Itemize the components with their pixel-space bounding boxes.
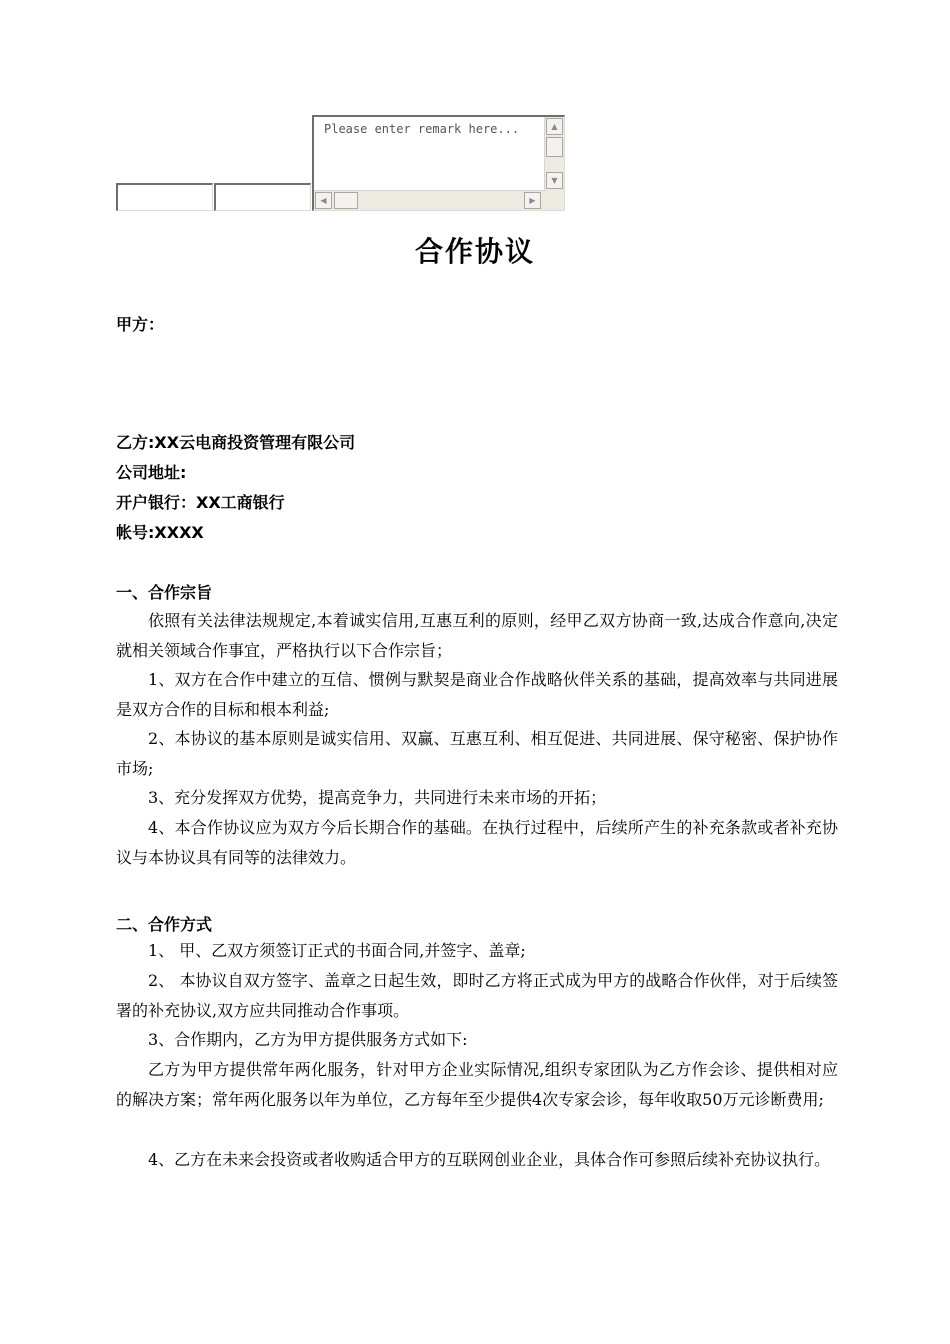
account-number: 帐号:XXXX <box>116 523 204 542</box>
section1-paragraph: 依照有关法律法规规定,本着诚实信用,互惠互利的原则，经甲乙双方协商一致,达成合作意向,决定就相关领域合作事宜，严格执行以下合作宗旨； <box>116 611 838 660</box>
horizontal-scrollbar[interactable] <box>314 190 546 210</box>
section1-paragraph: 3、充分发挥双方优势，提高竞争力，共同进行未来市场的开拓； <box>148 788 607 807</box>
section1-paragraph: 1、双方在合作中建立的互信、惯例与默契是商业合作战略伙伴关系的基础，提高效率与共同进展是双方合作的目标和根本利益; <box>116 670 838 719</box>
section1-paragraph: 2、本协议的基本原则是诚实信用、双赢、互惠互利、相互促进、共同进展、保守秘密、保护协作市场; <box>116 729 838 778</box>
section2-paragraph: 1、 甲、乙双方须签订正式的书面合同,并签字、盖章; <box>148 941 526 960</box>
section2-paragraph: 乙方为甲方提供常年两化服务，针对甲方企业实际情况,组织专家团队为乙方作会诊、提供相对应的解决方案；常年两化服务以年为单位，乙方每年至少提供4次专家会诊，每年收取50万元诊断费用; <box>116 1060 838 1109</box>
party-a-label: 甲方： <box>116 315 165 334</box>
party-b: 乙方:XX云电商投资管理有限公司 <box>116 433 356 452</box>
scroll-left-icon[interactable]: ◀ <box>315 192 332 209</box>
section1-heading: 一、合作宗旨 <box>116 583 213 602</box>
vertical-scrollbar[interactable] <box>544 117 564 191</box>
document-title: 合作协议 <box>414 235 535 268</box>
section2-paragraph: 2、 本协议自双方签字、盖章之日起生效，即时乙方将正式成为甲方的战略合作伙伴，对于后续签署的补充协议,双方应共同推动合作事项。 <box>116 971 838 1020</box>
scrollbar-corner <box>545 191 564 210</box>
remark-placeholder: Please enter remark here... <box>324 122 520 136</box>
text-field-2[interactable] <box>214 183 311 211</box>
section2-paragraph: 4、乙方在未来会投资或者收购适合甲方的互联网创业企业，具体合作可参照后续补充协议执行。 <box>148 1150 831 1169</box>
section2-paragraph: 3、合作期内，乙方为甲方提供服务方式如下: <box>148 1030 468 1049</box>
scroll-down-icon[interactable]: ▼ <box>546 172 563 189</box>
horizontal-scroll-thumb[interactable] <box>334 192 358 209</box>
section2-heading: 二、合作方式 <box>116 915 213 934</box>
scroll-up-icon[interactable]: ▲ <box>546 118 563 135</box>
remark-textarea[interactable] <box>312 115 565 211</box>
bank-info: 开户银行：XX工商银行 <box>116 493 285 512</box>
section1-paragraph: 4、本合作协议应为双方今后长期合作的基础。在执行过程中，后续所产生的补充条款或者补充协议与本协议具有同等的法律效力。 <box>116 818 838 867</box>
company-address: 公司地址: <box>116 463 187 482</box>
text-field-1[interactable] <box>116 183 213 211</box>
scroll-right-icon[interactable]: ▶ <box>524 192 541 209</box>
vertical-scroll-thumb[interactable] <box>546 137 563 157</box>
